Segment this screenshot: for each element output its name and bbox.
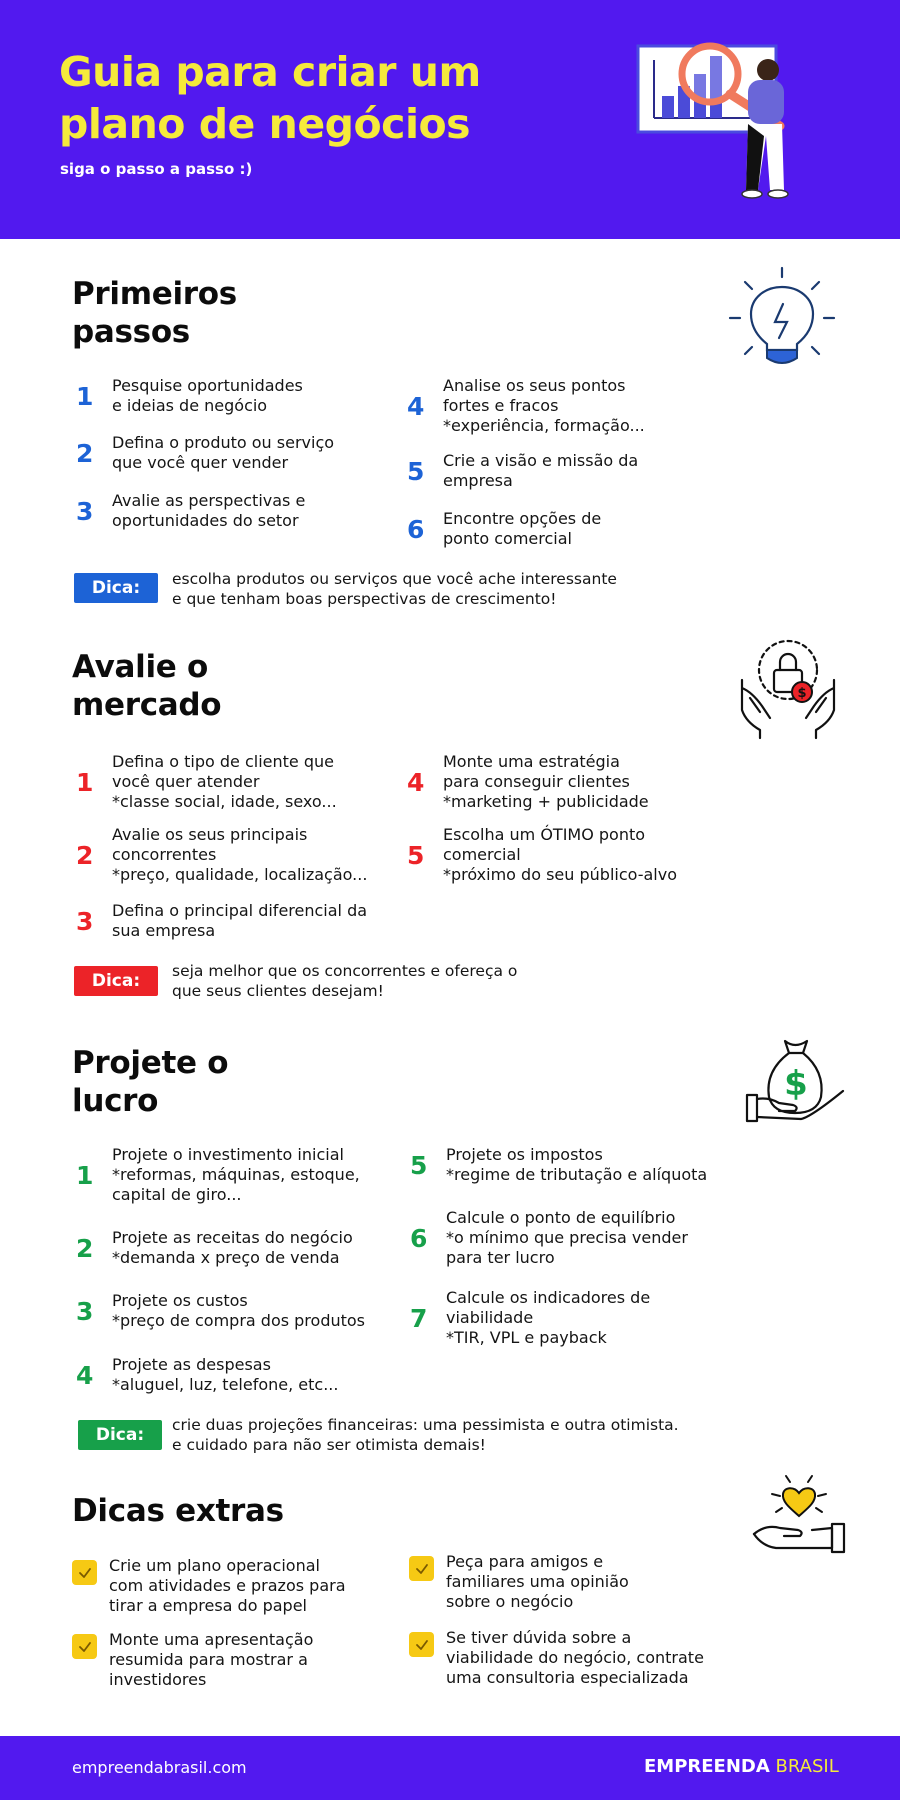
step-number: 3 <box>76 906 94 936</box>
step-text: Defina o tipo de cliente que você quer atender *classe social, idade, sexo... <box>112 752 337 811</box>
step-text: Analise os seus pontos fortes e fracos *experiência, formação... <box>443 376 645 435</box>
step-text: Avalie os seus principais concorrentes *preço, qualidade, localização... <box>112 825 368 884</box>
step-item <box>76 1291 365 1331</box>
extra-tip-text: Monte uma apresentação resumida para mostrar a investidores <box>109 1630 314 1689</box>
step-number: 6 <box>407 514 425 544</box>
checkmark-icon <box>72 1560 97 1585</box>
page-title <box>59 46 481 150</box>
step-text: Projete os impostos *regime de tributação e alíquota <box>446 1145 708 1184</box>
step-number: 7 <box>410 1303 428 1333</box>
step-text: Calcule os indicadores de viabilidade *TIR, VPL e payback <box>446 1288 651 1347</box>
step-text: Projete as receitas do negócio *demanda x preço de venda <box>112 1228 353 1267</box>
step-item <box>410 1288 650 1348</box>
step-item <box>76 1145 360 1205</box>
hands-lock-icon <box>738 640 838 740</box>
step-number: 4 <box>407 767 425 797</box>
step-item <box>407 451 638 491</box>
step-text: Escolha um ÓTIMO ponto comercial *próximo do seu público-alvo <box>443 825 677 884</box>
section-title-dicas-extras: Dicas extras <box>72 1493 284 1529</box>
step-text: Defina o produto ou serviço que você quer vender <box>112 433 335 472</box>
step-item <box>407 376 645 436</box>
footer <box>0 1736 900 1800</box>
step-item <box>407 752 649 812</box>
svg-text:$: $ <box>784 1064 808 1104</box>
svg-text:$: $ <box>797 686 807 701</box>
brand-name-light: BRASIL <box>775 1756 839 1777</box>
checkmark-icon <box>72 1634 97 1659</box>
step-text: Projete os custos *preço de compra dos produtos <box>112 1291 366 1330</box>
brand-name-bold: EMPREENDA <box>644 1756 770 1777</box>
footer-brand-logo <box>644 1756 839 1777</box>
step-text: Monte uma estratégia para conseguir clientes *marketing + publicidade <box>443 752 649 811</box>
step-item <box>76 752 337 812</box>
step-text: Avalie as perspectivas e oportunidades do setor <box>112 491 306 530</box>
step-text: Crie a visão e missão da empresa <box>443 451 639 490</box>
footer-url-link[interactable]: empreendabrasil.com <box>72 1758 247 1777</box>
tip-badge: Dica: <box>74 573 158 603</box>
step-text: Projete as despesas *aluguel, luz, telefone, etc... <box>112 1355 339 1394</box>
money-bag-hand-icon <box>745 1035 845 1135</box>
heart-hand-icon <box>750 1472 850 1562</box>
extra-tip-text: Se tiver dúvida sobre a viabilidade do negócio, contrate uma consultoria especializada <box>446 1628 704 1687</box>
tip-text: escolha produtos ou serviços que você ache interessante e que tenham boas perspectivas de crescimento! <box>172 570 617 608</box>
step-number: 4 <box>407 391 425 421</box>
tip-badge: Dica: <box>74 966 158 996</box>
section-title-primeiros-passos: Primeiros passos <box>72 276 237 350</box>
step-text: Encontre opções de ponto comercial <box>443 509 602 548</box>
tip-badge: Dica: <box>78 1420 162 1450</box>
step-number: 3 <box>76 1296 94 1326</box>
extra-tip-item <box>409 1552 629 1612</box>
step-number: 1 <box>76 1160 94 1190</box>
step-item <box>76 1355 338 1395</box>
step-text: Defina o principal diferencial da sua empresa <box>112 901 368 940</box>
step-item <box>410 1145 707 1185</box>
section-title-avalie-mercado: Avalie o mercado <box>72 649 222 723</box>
step-text: Pesquise oportunidades e ideias de negócio <box>112 376 303 415</box>
step-number: 5 <box>410 1150 428 1180</box>
step-item <box>76 376 303 416</box>
checkmark-icon <box>409 1632 434 1657</box>
step-item <box>407 825 677 885</box>
step-number: 2 <box>76 438 94 468</box>
step-text: Projete o investimento inicial *reformas, máquinas, estoque, capital de giro... <box>112 1145 360 1204</box>
step-number: 2 <box>76 1233 94 1263</box>
section-title-projete-lucro: Projete o lucro <box>72 1045 229 1119</box>
step-number: 4 <box>76 1360 94 1390</box>
analyst-magnifier-illustration <box>630 40 810 210</box>
step-item <box>76 491 305 531</box>
extra-tip-item <box>409 1628 704 1688</box>
step-item <box>407 509 601 549</box>
step-item <box>76 901 367 941</box>
title-line-1: Guia para criar um <box>59 48 481 96</box>
step-number: 5 <box>407 840 425 870</box>
step-number: 5 <box>407 456 425 486</box>
extra-tip-text: Crie um plano operacional com atividades e prazos para tirar a empresa do papel <box>109 1556 346 1615</box>
step-item <box>76 1228 353 1268</box>
extra-tip-item <box>72 1556 346 1616</box>
step-item <box>76 433 334 473</box>
step-number: 1 <box>76 381 94 411</box>
step-number: 1 <box>76 767 94 797</box>
tip-text: crie duas projeções financeiras: uma pessimista e outra otimista. e cuidado para não ser otimista demais! <box>172 1416 679 1454</box>
step-number: 3 <box>76 496 94 526</box>
page-subtitle: siga o passo a passo :) <box>60 160 253 178</box>
step-number: 6 <box>410 1223 428 1253</box>
extra-tip-item <box>72 1630 313 1690</box>
step-number: 2 <box>76 840 94 870</box>
step-item <box>410 1208 688 1268</box>
tip-text: seja melhor que os concorrentes e ofereça o que seus clientes desejam! <box>172 962 518 1000</box>
lightbulb-icon <box>727 268 837 373</box>
checkmark-icon <box>409 1556 434 1581</box>
title-line-2: plano de negócios <box>59 100 471 148</box>
step-text: Calcule o ponto de equilíbrio *o mínimo que precisa vender para ter lucro <box>446 1208 688 1267</box>
extra-tip-text: Peça para amigos e familiares uma opinião sobre o negócio <box>446 1552 629 1611</box>
header-banner <box>0 0 900 239</box>
step-item <box>76 825 367 885</box>
